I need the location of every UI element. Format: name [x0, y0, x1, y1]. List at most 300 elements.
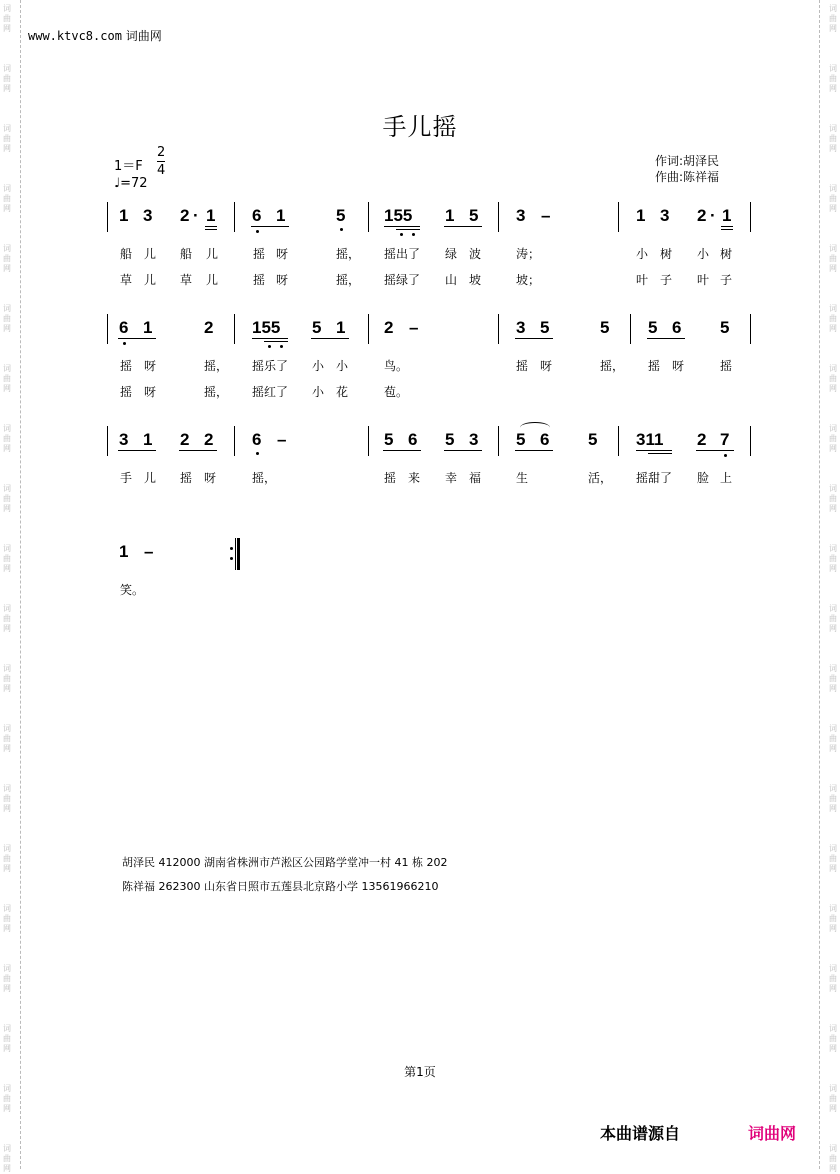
watermark — [826, 544, 840, 574]
note: 5 — [469, 206, 479, 225]
watermark — [826, 664, 840, 694]
watermark-char: 曲 — [3, 1094, 11, 1103]
lyric: 脸 — [697, 471, 710, 485]
credits — [655, 153, 719, 185]
watermark-char: 词 — [3, 544, 11, 553]
note-group: 155 — [384, 206, 413, 225]
site-header — [28, 27, 162, 44]
lyric: 生 — [516, 471, 529, 485]
watermark — [826, 724, 840, 754]
note: 5 — [384, 430, 394, 449]
lyric: 山 — [445, 273, 458, 287]
lyric: 摇出了 — [384, 247, 421, 261]
barline — [750, 314, 751, 344]
note: 5 — [588, 430, 598, 449]
watermark — [826, 784, 840, 814]
watermark-char: 网 — [829, 804, 837, 813]
low-dot — [400, 233, 403, 236]
watermark-char: 曲 — [3, 614, 11, 623]
lyric: 呀 — [276, 273, 289, 287]
underline — [252, 338, 288, 339]
watermark-char: 词 — [829, 244, 837, 253]
underline — [383, 450, 421, 451]
watermark-char: 曲 — [829, 674, 837, 683]
note: 5 — [516, 430, 526, 449]
watermark-char: 曲 — [829, 614, 837, 623]
lyric: 小 — [336, 359, 349, 373]
watermark — [826, 424, 840, 454]
low-dot — [256, 230, 259, 233]
watermark-char: 曲 — [3, 254, 11, 263]
watermark — [0, 484, 14, 514]
lyric: 摇乐了 — [252, 359, 289, 373]
watermark — [0, 784, 14, 814]
site-url[interactable]: www.ktvc8.com — [28, 29, 122, 43]
watermark — [826, 1084, 840, 1114]
dash: – — [541, 206, 551, 225]
watermark-char: 曲 — [829, 434, 837, 443]
lyric: 摇， — [336, 273, 361, 287]
barline — [498, 426, 499, 456]
watermark-char: 词 — [3, 1084, 11, 1093]
watermark-char: 网 — [829, 144, 837, 153]
watermark — [0, 304, 14, 334]
barline — [750, 202, 751, 232]
note: 1 — [143, 430, 153, 449]
watermark-char: 网 — [3, 804, 11, 813]
watermark — [0, 844, 14, 874]
watermark-char: 网 — [829, 1104, 837, 1113]
lyric: 儿 — [206, 247, 219, 261]
note: 6 — [119, 318, 129, 337]
underline — [515, 450, 553, 451]
watermark-char: 词 — [829, 4, 837, 13]
watermark-char: 曲 — [829, 1034, 837, 1043]
underline — [648, 453, 672, 454]
watermark — [826, 964, 840, 994]
watermark-char: 词 — [3, 1024, 11, 1033]
watermark-char: 网 — [829, 204, 837, 213]
watermark — [0, 244, 14, 274]
note: 6 — [252, 430, 262, 449]
time-signature — [157, 145, 165, 179]
watermark-char: 曲 — [3, 554, 11, 563]
watermark — [0, 1024, 14, 1054]
watermark-char: 曲 — [829, 374, 837, 383]
watermark — [0, 904, 14, 934]
lyric: 呀 — [144, 359, 157, 373]
watermark-char: 词 — [829, 724, 837, 733]
watermark-char: 词 — [3, 244, 11, 253]
note: 3 — [119, 430, 129, 449]
note: 1 — [119, 542, 129, 561]
barline — [234, 426, 235, 456]
dash: – — [144, 542, 154, 561]
address-line: 胡泽民 412000 湖南省株洲市芦淞区公园路学堂冲一村 41 栋 202 — [122, 856, 448, 869]
watermark-char: 词 — [3, 184, 11, 193]
watermark-char: 曲 — [3, 434, 11, 443]
watermark — [826, 244, 840, 274]
low-dot — [724, 454, 727, 457]
watermark — [826, 364, 840, 394]
watermark — [826, 304, 840, 334]
site-name: 词曲网 — [125, 29, 162, 43]
song-title: 手儿摇 — [382, 113, 458, 141]
lyric: 呀 — [144, 385, 157, 399]
time-signature-denominator: 4 — [157, 163, 166, 178]
watermark — [0, 664, 14, 694]
note: 3 — [469, 430, 479, 449]
note: 5 — [312, 318, 322, 337]
watermark-char: 网 — [3, 744, 11, 753]
lyric: 摇 — [648, 359, 661, 373]
watermark-char: 曲 — [829, 734, 837, 743]
lyric: 小 — [636, 247, 649, 261]
lyric: 呀 — [276, 247, 289, 261]
watermark-char: 网 — [3, 1044, 11, 1053]
watermark-char: 词 — [3, 664, 11, 673]
watermark-char: 网 — [829, 24, 837, 33]
watermark-char: 网 — [3, 984, 11, 993]
watermark-char: 曲 — [829, 854, 837, 863]
lyric: 幸 — [445, 471, 458, 485]
brand-link[interactable]: 词曲网 — [748, 1124, 797, 1143]
watermark — [826, 1144, 840, 1174]
underline — [721, 229, 733, 230]
watermark-char: 曲 — [829, 134, 837, 143]
underline — [251, 226, 289, 227]
watermark-char: 曲 — [3, 734, 11, 743]
note-group: 311 — [636, 430, 664, 449]
address-line: 陈祥福 262300 山东省日照市五莲县北京路小学 13561966210 — [122, 880, 439, 893]
watermark-char: 词 — [829, 124, 837, 133]
note: 6 — [540, 430, 550, 449]
underline — [311, 338, 349, 339]
underline — [515, 338, 553, 339]
underline — [636, 450, 672, 451]
watermark-char: 曲 — [829, 74, 837, 83]
watermark-char: 词 — [3, 724, 11, 733]
lyric: 摇， — [204, 359, 229, 373]
watermark-char: 词 — [829, 1024, 837, 1033]
watermark-char: 曲 — [829, 194, 837, 203]
lyric: 摇 — [120, 359, 133, 373]
watermark — [826, 184, 840, 214]
note: 1 — [276, 206, 286, 225]
underline — [396, 229, 420, 230]
low-dot — [256, 452, 259, 455]
watermark-char: 网 — [829, 324, 837, 333]
watermark — [826, 4, 840, 34]
lyric: 小 — [312, 359, 325, 373]
watermark-char: 网 — [829, 1044, 837, 1053]
lyric: 船 — [180, 247, 193, 261]
watermark-char: 网 — [3, 504, 11, 513]
watermark-char: 网 — [3, 624, 11, 633]
underline — [179, 450, 217, 451]
right-watermark-strip — [826, 0, 840, 1173]
note: 2 — [697, 206, 707, 225]
note-group: 155 — [252, 318, 281, 337]
underline — [647, 338, 685, 339]
barline — [618, 202, 619, 232]
low-dot — [280, 345, 283, 348]
underline — [444, 226, 482, 227]
note: 5 — [600, 318, 610, 337]
lyric: 坡； — [516, 273, 541, 287]
lyric: 摇 — [384, 471, 397, 485]
underline — [205, 229, 217, 230]
watermark-char: 网 — [3, 564, 11, 573]
watermark-char: 网 — [829, 504, 837, 513]
note: 2 — [204, 430, 214, 449]
barline — [618, 426, 619, 456]
watermark-char: 词 — [829, 544, 837, 553]
note: 2 — [697, 430, 707, 449]
lyric: 波 — [469, 247, 482, 261]
dash: – — [277, 430, 287, 449]
watermark-char: 曲 — [829, 794, 837, 803]
watermark — [0, 424, 14, 454]
watermark-char: 网 — [829, 564, 837, 573]
watermark-char: 词 — [829, 604, 837, 613]
lyricist: 作词:胡泽民 — [655, 154, 720, 168]
watermark-char: 网 — [3, 924, 11, 933]
lyric: 摇 — [516, 359, 529, 373]
note: 5 — [445, 430, 455, 449]
lyric: 绿 — [445, 247, 458, 261]
note: 2 — [204, 318, 214, 337]
watermark-char: 词 — [3, 604, 11, 613]
lyric: 福 — [469, 471, 482, 485]
lyric: 树 — [660, 247, 673, 261]
watermark-char: 网 — [829, 984, 837, 993]
lyric: 坡 — [469, 273, 482, 287]
lyric: 摇， — [252, 471, 277, 485]
watermark-char: 曲 — [3, 494, 11, 503]
note: 5 — [648, 318, 658, 337]
watermark-char: 网 — [3, 324, 11, 333]
lyric: 草 — [120, 273, 133, 287]
note: 1 — [636, 206, 646, 225]
note: 6 — [252, 206, 262, 225]
watermark-char: 词 — [829, 64, 837, 73]
barline — [234, 314, 235, 344]
note: 1 — [206, 206, 216, 225]
watermark-char: 网 — [829, 384, 837, 393]
thick-barline — [237, 538, 240, 570]
lyric: 摇 — [180, 471, 193, 485]
lyric: 活， — [588, 471, 613, 485]
watermark-char: 网 — [3, 84, 11, 93]
lyric: 摇 — [120, 385, 133, 399]
watermark-char: 网 — [3, 1164, 11, 1173]
lyric: 叶 — [697, 273, 710, 287]
watermark-char: 词 — [829, 304, 837, 313]
lyric: 鸟。 — [384, 359, 409, 373]
watermark — [826, 604, 840, 634]
watermark-char: 词 — [829, 1144, 837, 1153]
watermark-char: 词 — [829, 484, 837, 493]
watermark-char: 网 — [829, 1164, 837, 1173]
watermark — [0, 964, 14, 994]
watermark-char: 曲 — [3, 674, 11, 683]
tempo-marking — [114, 176, 148, 191]
note: 5 — [720, 318, 730, 337]
watermark-char: 词 — [3, 844, 11, 853]
barline — [234, 202, 235, 232]
watermark-char: 网 — [829, 444, 837, 453]
watermark-char: 词 — [829, 184, 837, 193]
lyric: 呀 — [672, 359, 685, 373]
lyric: 摇 — [253, 247, 266, 261]
low-dot — [412, 233, 415, 236]
note: 3 — [516, 318, 526, 337]
watermark-char: 词 — [829, 844, 837, 853]
watermark-char: 曲 — [3, 314, 11, 323]
watermark-char: 词 — [829, 964, 837, 973]
watermark-char: 网 — [3, 1104, 11, 1113]
barline — [107, 426, 108, 456]
watermark-char: 曲 — [829, 254, 837, 263]
lyric: 儿 — [144, 273, 157, 287]
note: 5 — [336, 206, 346, 225]
lyric: 手 — [120, 471, 133, 485]
lyric: 船 — [120, 247, 133, 261]
watermark-char: 网 — [3, 444, 11, 453]
watermark — [0, 364, 14, 394]
lyric: 摇甜了 — [636, 471, 673, 485]
watermark-char: 词 — [3, 484, 11, 493]
watermark-char: 曲 — [829, 554, 837, 563]
watermark — [0, 604, 14, 634]
source-label: 本曲谱源自 — [600, 1124, 681, 1143]
watermark-char: 词 — [3, 424, 11, 433]
underline — [205, 226, 217, 227]
lyric: 来 — [408, 471, 421, 485]
underline — [118, 450, 156, 451]
lyric: 子 — [720, 273, 733, 287]
time-signature-numerator: 2 — [157, 145, 166, 160]
watermark — [826, 904, 840, 934]
lyric: 呀 — [204, 471, 217, 485]
dash: – — [409, 318, 419, 337]
lyric: 摇， — [204, 385, 229, 399]
lyric: 摇绿了 — [384, 273, 421, 287]
underline — [721, 226, 733, 227]
watermark-char: 词 — [3, 4, 11, 13]
watermark-char: 网 — [3, 864, 11, 873]
watermark — [826, 484, 840, 514]
watermark-char: 网 — [829, 924, 837, 933]
underline — [384, 226, 420, 227]
lyric: 儿 — [206, 273, 219, 287]
lyric: 儿 — [144, 247, 157, 261]
lyric: 儿 — [144, 471, 157, 485]
watermark-char: 网 — [829, 84, 837, 93]
lyric: 呀 — [540, 359, 553, 373]
watermark — [0, 724, 14, 754]
watermark-char: 曲 — [829, 314, 837, 323]
barline — [630, 314, 631, 344]
watermark-char: 词 — [3, 784, 11, 793]
low-dot — [268, 345, 271, 348]
watermark-char: 曲 — [3, 194, 11, 203]
lyric: 小 — [312, 385, 325, 399]
lyric: 花 — [336, 385, 349, 399]
underline — [118, 338, 156, 339]
tempo-value: =72 — [120, 176, 148, 191]
note: 1 — [445, 206, 455, 225]
watermark-char: 网 — [829, 684, 837, 693]
watermark — [826, 844, 840, 874]
watermark-char: 网 — [3, 144, 11, 153]
watermark-char: 词 — [829, 784, 837, 793]
watermark-char: 曲 — [3, 854, 11, 863]
watermark-char: 网 — [829, 624, 837, 633]
note: 1 — [722, 206, 732, 225]
watermark-char: 曲 — [829, 914, 837, 923]
watermark-char: 词 — [829, 904, 837, 913]
note: 6 — [408, 430, 418, 449]
watermark-char: 词 — [3, 364, 11, 373]
lyric: 草 — [180, 273, 193, 287]
barline — [107, 314, 108, 344]
repeat-dot — [230, 557, 233, 560]
note: 2 — [384, 318, 394, 337]
note: 2 — [180, 206, 190, 225]
watermark-char: 词 — [829, 424, 837, 433]
watermark-char: 词 — [829, 1084, 837, 1093]
end-repeat-barline — [228, 538, 242, 570]
note: 1 — [143, 318, 153, 337]
watermark-char: 曲 — [3, 134, 11, 143]
watermark-char: 词 — [829, 364, 837, 373]
lyric: 摇 — [253, 273, 266, 287]
underline — [444, 450, 482, 451]
watermark-char: 曲 — [3, 1154, 11, 1163]
watermark — [0, 64, 14, 94]
key-signature: 1＝F — [114, 159, 143, 174]
lyric: 涛； — [516, 247, 541, 261]
lyric: 子 — [660, 273, 673, 287]
lyric: 摇红了 — [252, 385, 289, 399]
watermark-char: 词 — [3, 1144, 11, 1153]
barline — [498, 202, 499, 232]
dotted-note: · — [710, 206, 716, 225]
watermark-char: 曲 — [829, 494, 837, 503]
note: 3 — [143, 206, 153, 225]
watermark-char: 网 — [829, 864, 837, 873]
page-number: 第1页 — [404, 1065, 436, 1079]
barline — [498, 314, 499, 344]
watermark-char: 曲 — [3, 914, 11, 923]
underline — [264, 341, 288, 342]
lyric: 笑。 — [120, 583, 145, 597]
watermark — [826, 1024, 840, 1054]
barline — [750, 426, 751, 456]
low-dot — [340, 228, 343, 231]
watermark-char: 词 — [829, 664, 837, 673]
watermark-char: 词 — [3, 904, 11, 913]
low-dot — [123, 342, 126, 345]
watermark-char: 词 — [3, 124, 11, 133]
watermark-char: 曲 — [3, 14, 11, 23]
repeat-dot — [230, 547, 233, 550]
lyric: 摇 — [720, 359, 733, 373]
watermark-char: 词 — [3, 964, 11, 973]
quarter-note-icon: ♩ — [114, 176, 121, 191]
